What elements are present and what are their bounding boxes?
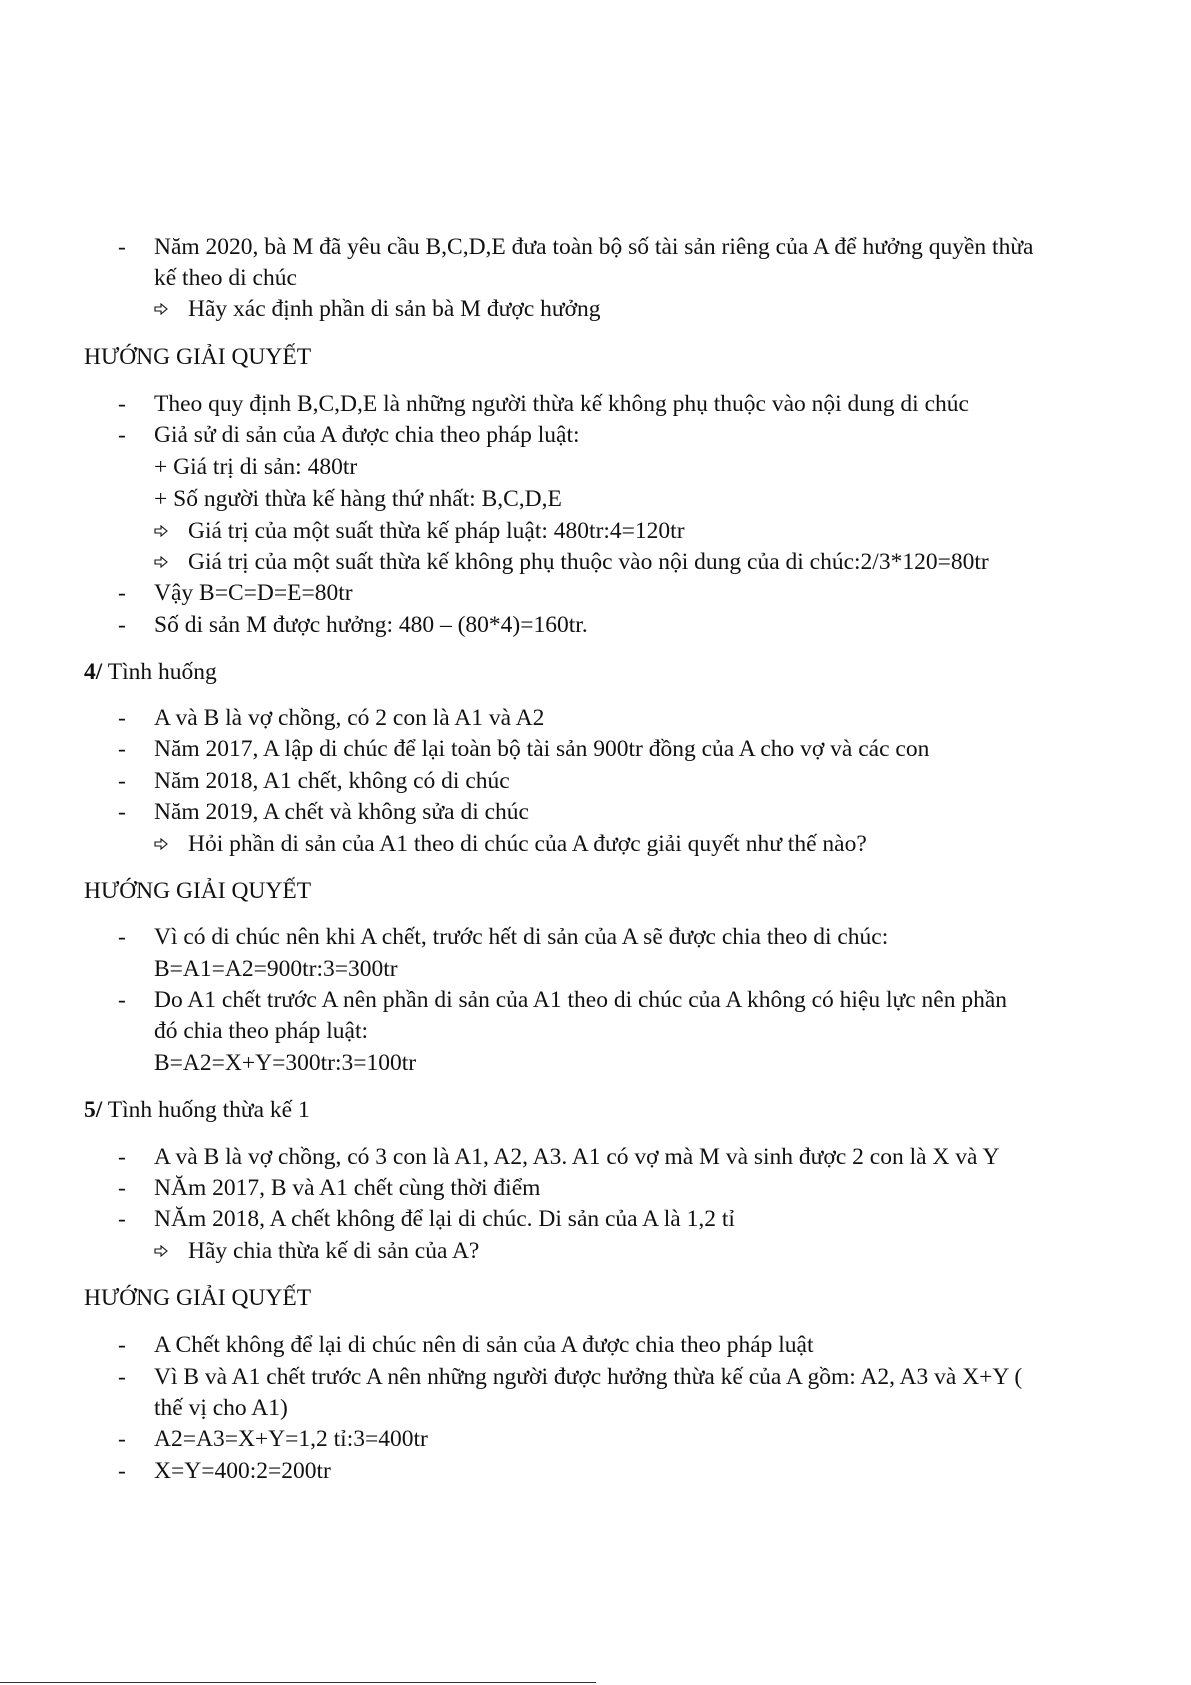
hollow-arrow-icon	[154, 516, 168, 537]
list-item: Vì B và A1 chết trước A nên những người được hưởng thừa kế của A gồm: A2, A3 và X+Y (	[154, 1364, 1023, 1390]
list-item: NĂm 2018, A chết không để lại di chúc. Di sản của A là 1,2 tỉ	[154, 1206, 735, 1232]
list-dash: -	[118, 1364, 126, 1390]
list-item-continuation: + Số người thừa kế hàng thứ nhất: B,C,D,E	[154, 486, 562, 512]
list-item: Vì có di chúc nên khi A chết, trước hết di sản của A sẽ được chia theo di chúc:	[154, 924, 889, 950]
hollow-arrow-icon	[154, 294, 168, 315]
footer-rule	[0, 1682, 596, 1683]
list-item: Năm 2019, A chết và không sửa di chúc	[154, 799, 529, 825]
list-item-continuation: kế theo di chúc	[154, 265, 297, 291]
list-item: Giả sử di sản của A được chia theo pháp luật:	[154, 422, 580, 448]
list-dash: -	[118, 987, 126, 1013]
list-item-continuation: B=A2=X+Y=300tr:3=100tr	[154, 1050, 417, 1076]
list-item: Vậy B=C=D=E=80tr	[154, 580, 353, 606]
list-dash: -	[118, 612, 126, 638]
result-line: Giá trị của một suất thừa kế không phụ thuộc vào nội dung của di chúc:2/3*120=80tr	[188, 549, 989, 575]
list-item: A2=A3=X+Y=1,2 tỉ:3=400tr	[154, 1426, 428, 1452]
list-dash: -	[118, 705, 126, 731]
list-dash: -	[118, 1206, 126, 1232]
list-item: NĂm 2017, B và A1 chết cùng thời điểm	[154, 1175, 541, 1201]
result-line: Giá trị của một suất thừa kế pháp luật: 480tr:4=120tr	[188, 518, 685, 544]
list-dash: -	[118, 391, 126, 417]
list-item: A Chết không để lại di chúc nên di sản của A được chia theo pháp luật	[154, 1332, 814, 1358]
list-item: Số di sản M được hưởng: 480 – (80*4)=160tr.	[154, 612, 588, 638]
solution-heading: HƯỚNG GIẢI QUYẾT	[84, 344, 312, 370]
section-title-text: Tình huống	[102, 659, 217, 685]
section-number: 5/	[84, 1097, 103, 1123]
question-line: Hãy chia thừa kế di sản của A?	[188, 1238, 480, 1264]
list-dash: -	[118, 736, 126, 762]
list-item-continuation: đó chia theo pháp luật:	[154, 1018, 369, 1044]
list-dash: -	[118, 1458, 126, 1484]
list-item: A và B là vợ chồng, có 2 con là A1 và A2	[154, 705, 545, 731]
solution-heading: HƯỚNG GIẢI QUYẾT	[84, 1285, 312, 1311]
question-line: Hãy xác định phần di sản bà M được hưởng	[188, 296, 601, 322]
list-item: A và B là vợ chồng, có 3 con là A1, A2, A3. A1 có vợ mà M và sinh được 2 con là X và Y	[154, 1144, 1000, 1170]
hollow-arrow-icon	[154, 547, 168, 568]
list-item-continuation: thế vị cho A1)	[154, 1395, 288, 1421]
list-dash: -	[118, 422, 126, 448]
section-title	[84, 657, 217, 687]
list-item: Do A1 chết trước A nên phần di sản của A1 theo di chúc của A không có hiệu lực nên phần	[154, 987, 1008, 1013]
list-item: Năm 2018, A1 chết, không có di chúc	[154, 768, 510, 794]
solution-heading: HƯỚNG GIẢI QUYẾT	[84, 878, 312, 904]
list-dash: -	[118, 1175, 126, 1201]
list-dash: -	[118, 799, 126, 825]
list-item: Theo quy định B,C,D,E là những người thừa kế không phụ thuộc vào nội dung di chúc	[154, 391, 969, 417]
section-title-text: Tình huống thừa kế 1	[102, 1097, 310, 1123]
list-dash: -	[118, 234, 126, 260]
list-dash: -	[118, 1144, 126, 1170]
list-dash: -	[118, 768, 126, 794]
list-item-continuation: B=A1=A2=900tr:3=300tr	[154, 956, 398, 982]
question-line: Hỏi phần di sản của A1 theo di chúc của A được giải quyết như thế nào?	[188, 831, 867, 857]
hollow-arrow-icon	[154, 829, 168, 850]
list-item: Năm 2017, A lập di chúc để lại toàn bộ tài sản 900tr đồng của A cho vợ và các con	[154, 736, 930, 762]
list-item-continuation: + Giá trị di sản: 480tr	[154, 454, 358, 480]
hollow-arrow-icon	[154, 1236, 168, 1257]
list-dash: -	[118, 1426, 126, 1452]
list-item: Năm 2020, bà M đã yêu cầu B,C,D,E đưa toàn bộ số tài sản riêng của A để hưởng quyền thừa	[154, 234, 1034, 260]
list-dash: -	[118, 924, 126, 950]
list-dash: -	[118, 1332, 126, 1358]
list-item: X=Y=400:2=200tr	[154, 1458, 331, 1484]
section-number: 4/	[84, 659, 103, 685]
section-title	[84, 1095, 310, 1125]
list-dash: -	[118, 580, 126, 606]
